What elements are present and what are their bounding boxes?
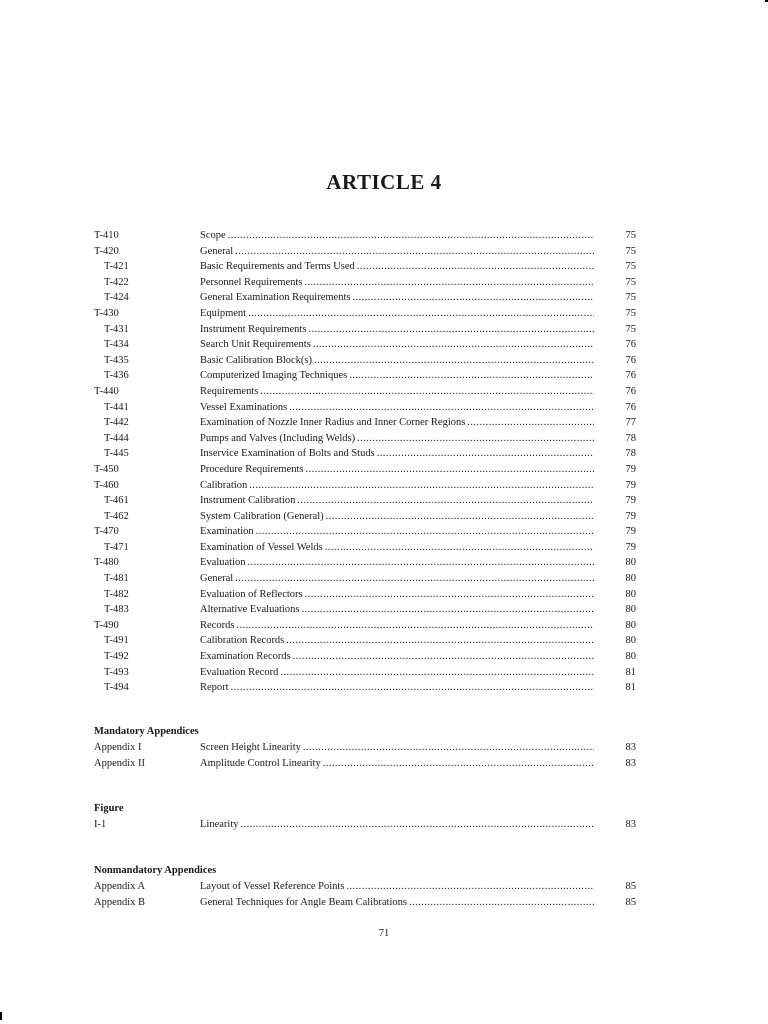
toc-entry-code: T-422 — [104, 276, 129, 288]
toc-entry-code: T-461 — [104, 495, 129, 507]
toc-entry-page: 80 — [625, 573, 636, 585]
toc-entry-title: Amplitude Control Linearity — [200, 757, 321, 769]
toc-entry-code: T-420 — [94, 245, 119, 257]
toc-entry-code: T-442 — [104, 417, 129, 429]
toc-entry-page: 76 — [625, 370, 636, 382]
toc-entry-title-leader — [200, 244, 594, 260]
toc-entry-page: 77 — [625, 417, 636, 429]
toc-entry-code: T-431 — [104, 323, 129, 335]
toc-entry-title-leader — [200, 322, 594, 338]
toc-entry-code: T-493 — [104, 666, 129, 678]
toc-entry-code: T-445 — [104, 448, 129, 460]
toc-entry-title-leader — [200, 571, 594, 587]
toc-entry-title: Vessel Examinations — [200, 401, 288, 413]
article-title: ARTICLE 4 — [326, 170, 442, 194]
toc-entry — [94, 322, 636, 338]
toc-entry-code: T-444 — [104, 432, 129, 444]
toc-entry — [94, 665, 636, 681]
toc-entry-title-leader — [200, 587, 594, 603]
toc-entry-title-leader — [200, 618, 594, 634]
toc-entry-title: General Examination Requirements — [200, 292, 351, 304]
toc-entry-title: Examination of Vessel Welds — [200, 541, 323, 553]
toc-entry-page: 79 — [625, 495, 636, 507]
toc-entry — [94, 756, 636, 772]
toc-entry — [94, 275, 636, 291]
toc-entry-title: Computerized Imaging Techniques — [200, 370, 348, 382]
toc-entry-title-leader — [200, 368, 594, 384]
toc-entry — [94, 244, 636, 260]
toc-entry-code: T-410 — [94, 230, 119, 241]
toc-entry-page: 75 — [625, 261, 636, 273]
toc-entry-title-leader — [200, 337, 594, 353]
toc-entry-page: 75 — [625, 292, 636, 304]
toc-entry-code: Appendix I — [94, 742, 142, 753]
toc-entry-title: Requirements — [200, 385, 259, 397]
toc-entry-title-leader — [200, 740, 594, 756]
toc-entry-page: 85 — [625, 896, 636, 908]
toc-entry-title: Pumps and Valves (Including Welds) — [200, 432, 356, 444]
toc-entry-page: 83 — [625, 757, 636, 769]
toc-entry-code: T-481 — [104, 573, 129, 585]
toc-entry-title: Examination Records — [200, 651, 291, 663]
toc-entry-title-leader — [200, 633, 594, 649]
toc-entry-title: General Techniques for Angle Beam Calibrations — [200, 896, 407, 908]
toc-entry-title-leader — [200, 555, 594, 571]
toc-entry-title: Examination of Nozzle Inner Radius and Inner Corner Regions — [200, 417, 466, 429]
toc-entry-page: 80 — [625, 604, 636, 616]
toc-entry-page: 80 — [625, 588, 636, 600]
toc-entry-title: General — [200, 245, 234, 257]
toc-entry-title-leader — [200, 509, 594, 525]
toc-entry-title: Alternative Evaluations — [200, 604, 300, 616]
toc-entry-title-leader — [200, 756, 594, 772]
toc-entry-title: Scope — [200, 230, 226, 241]
toc-entry-code: T-462 — [104, 510, 129, 522]
toc-entry-page: 80 — [625, 557, 636, 569]
toc-entry-page: 80 — [625, 619, 636, 631]
toc-entry-page: 75 — [625, 323, 636, 335]
toc-entry-page: 75 — [625, 230, 636, 241]
nonmandatory-appendices-heading: Nonmandatory Appendices — [94, 865, 217, 876]
toc-entry-title-leader — [200, 431, 594, 447]
toc-entry — [94, 555, 636, 571]
toc-entry-page: 75 — [625, 276, 636, 288]
toc-entry-code: T-494 — [104, 682, 129, 694]
toc-entry — [94, 540, 636, 556]
scan-mark-bottom-left — [0, 1012, 2, 1020]
toc-entry-title-leader — [200, 415, 594, 431]
toc-entry-page: 79 — [625, 463, 636, 475]
toc-entry — [94, 431, 636, 447]
toc-entry-title-leader — [200, 384, 594, 400]
toc-entry-code: T-492 — [104, 651, 129, 663]
toc-entry — [94, 895, 636, 911]
toc-entry-code: T-450 — [94, 463, 119, 475]
toc-entry — [94, 478, 636, 494]
toc-entry-page: 76 — [625, 339, 636, 351]
toc-entry-title-leader — [200, 680, 594, 696]
toc-entry-page: 79 — [625, 479, 636, 491]
toc-entry-title: Records — [200, 619, 235, 631]
toc-entry-code: T-440 — [94, 385, 119, 397]
toc-entry-title: Inservice Examination of Bolts and Studs — [200, 448, 375, 460]
toc-entry-page: 78 — [625, 448, 636, 460]
toc-entry-title-leader — [200, 290, 594, 306]
toc-entry — [94, 817, 636, 833]
toc-entry-code: I-1 — [94, 819, 107, 830]
toc-entry-code: T-470 — [94, 526, 119, 538]
toc-entry-code: T-435 — [104, 354, 129, 366]
toc-entry-title: Equipment — [200, 307, 247, 319]
toc-entry — [94, 353, 636, 369]
toc-entry-title: Basic Calibration Block(s) — [200, 354, 312, 366]
toc-entry-page: 75 — [625, 245, 636, 257]
toc-entry-title: Examination — [200, 526, 254, 538]
toc-entry — [94, 493, 636, 509]
toc-entry — [94, 415, 636, 431]
toc-entry — [94, 571, 636, 587]
toc-entry — [94, 740, 636, 756]
toc-entry-code: Appendix II — [94, 757, 146, 769]
toc-entry-code: T-460 — [94, 479, 119, 491]
toc-entry-title: Evaluation of Reflectors — [200, 588, 303, 600]
toc-entry — [94, 306, 636, 322]
table-of-contents — [94, 228, 636, 696]
toc-entry-title-leader — [200, 228, 594, 244]
nonmandatory-appendices-list — [94, 879, 636, 910]
mandatory-appendices-list — [94, 740, 636, 771]
toc-entry-title: Layout of Vessel Reference Points — [200, 881, 345, 892]
toc-entry-code: T-436 — [104, 370, 129, 382]
toc-entry-title: Basic Requirements and Terms Used — [200, 261, 355, 273]
toc-entry — [94, 337, 636, 353]
toc-entry — [94, 618, 636, 634]
toc-entry — [94, 633, 636, 649]
toc-entry-title-leader — [200, 524, 594, 540]
toc-entry — [94, 290, 636, 306]
toc-entry-title-leader — [200, 306, 594, 322]
toc-entry-code: T-430 — [94, 307, 119, 319]
toc-entry-title: System Calibration (General) — [200, 510, 324, 522]
toc-entry-code: T-424 — [104, 292, 129, 304]
figure-list — [94, 817, 636, 833]
toc-entry-title: Evaluation Record — [200, 666, 279, 678]
toc-entry-code: T-441 — [104, 401, 129, 413]
toc-entry-title: Screen Height Linearity — [200, 742, 301, 753]
toc-entry-code: T-483 — [104, 604, 129, 616]
toc-entry-title: Report — [200, 682, 229, 694]
toc-entry-code: T-421 — [104, 261, 129, 273]
page-number: 71 — [378, 928, 390, 939]
toc-entry-title-leader — [200, 493, 594, 509]
toc-entry-page: 83 — [625, 742, 636, 753]
toc-entry-title: Calibration — [200, 479, 248, 491]
toc-entry-title-leader — [200, 649, 594, 665]
toc-entry-title-leader — [200, 462, 594, 478]
toc-entry-page: 81 — [625, 666, 636, 678]
toc-entry-page: 75 — [625, 307, 636, 319]
toc-entry — [94, 879, 636, 895]
toc-entry-title: Evaluation — [200, 557, 246, 569]
toc-entry-code: T-490 — [94, 619, 119, 631]
toc-entry-page: 78 — [625, 432, 636, 444]
toc-entry-title: Search Unit Requirements — [200, 339, 311, 351]
toc-entry-title-leader — [200, 446, 594, 462]
toc-entry — [94, 259, 636, 275]
toc-entry — [94, 524, 636, 540]
mandatory-appendices-heading: Mandatory Appendices — [94, 726, 199, 737]
toc-entry-title-leader — [200, 259, 594, 275]
toc-entry-page: 76 — [625, 354, 636, 366]
toc-entry-page: 76 — [625, 401, 636, 413]
toc-entry-page: 85 — [625, 881, 636, 892]
toc-entry-page: 79 — [625, 526, 636, 538]
toc-entry-code: T-482 — [104, 588, 129, 600]
toc-entry — [94, 400, 636, 416]
toc-entry-title-leader — [200, 879, 594, 895]
toc-entry-code: Appendix A — [94, 881, 146, 892]
toc-entry — [94, 680, 636, 696]
toc-entry — [94, 228, 636, 244]
toc-entry-page: 76 — [625, 385, 636, 397]
toc-entry-title-leader — [200, 895, 594, 911]
toc-entry-code: T-480 — [94, 557, 119, 569]
toc-entry-title: Instrument Calibration — [200, 495, 296, 507]
toc-entry — [94, 446, 636, 462]
toc-entry-page: 81 — [625, 682, 636, 694]
toc-entry-code: Appendix B — [94, 896, 146, 908]
toc-entry — [94, 602, 636, 618]
toc-entry-code: T-434 — [104, 339, 129, 351]
toc-entry — [94, 587, 636, 603]
toc-entry — [94, 649, 636, 665]
toc-entry — [94, 509, 636, 525]
toc-entry — [94, 462, 636, 478]
toc-entry-title-leader — [200, 478, 594, 494]
toc-entry-title-leader — [200, 353, 594, 369]
toc-entry-title-leader — [200, 602, 594, 618]
toc-entry-title-leader — [200, 817, 594, 833]
figure-heading: Figure — [94, 803, 124, 814]
toc-entry — [94, 368, 636, 384]
toc-entry-title-leader — [200, 665, 594, 681]
toc-entry-title: General — [200, 573, 234, 585]
toc-entry-page: 79 — [625, 510, 636, 522]
toc-entry-code: T-491 — [104, 635, 129, 647]
toc-entry-title-leader — [200, 400, 594, 416]
toc-entry-title: Linearity — [200, 819, 239, 830]
toc-entry-title: Instrument Requirements — [200, 323, 307, 335]
toc-entry-page: 80 — [625, 635, 636, 647]
toc-entry-title-leader — [200, 540, 594, 556]
toc-entry-title: Personnel Requirements — [200, 276, 303, 288]
toc-entry-title-leader — [200, 275, 594, 291]
toc-entry-code: T-471 — [104, 541, 129, 553]
toc-entry-page: 79 — [625, 541, 636, 553]
toc-entry-page: 80 — [625, 651, 636, 663]
toc-entry-title: Calibration Records — [200, 635, 285, 647]
toc-entry-page: 83 — [625, 819, 636, 830]
toc-entry-title: Procedure Requirements — [200, 463, 304, 475]
toc-entry — [94, 384, 636, 400]
